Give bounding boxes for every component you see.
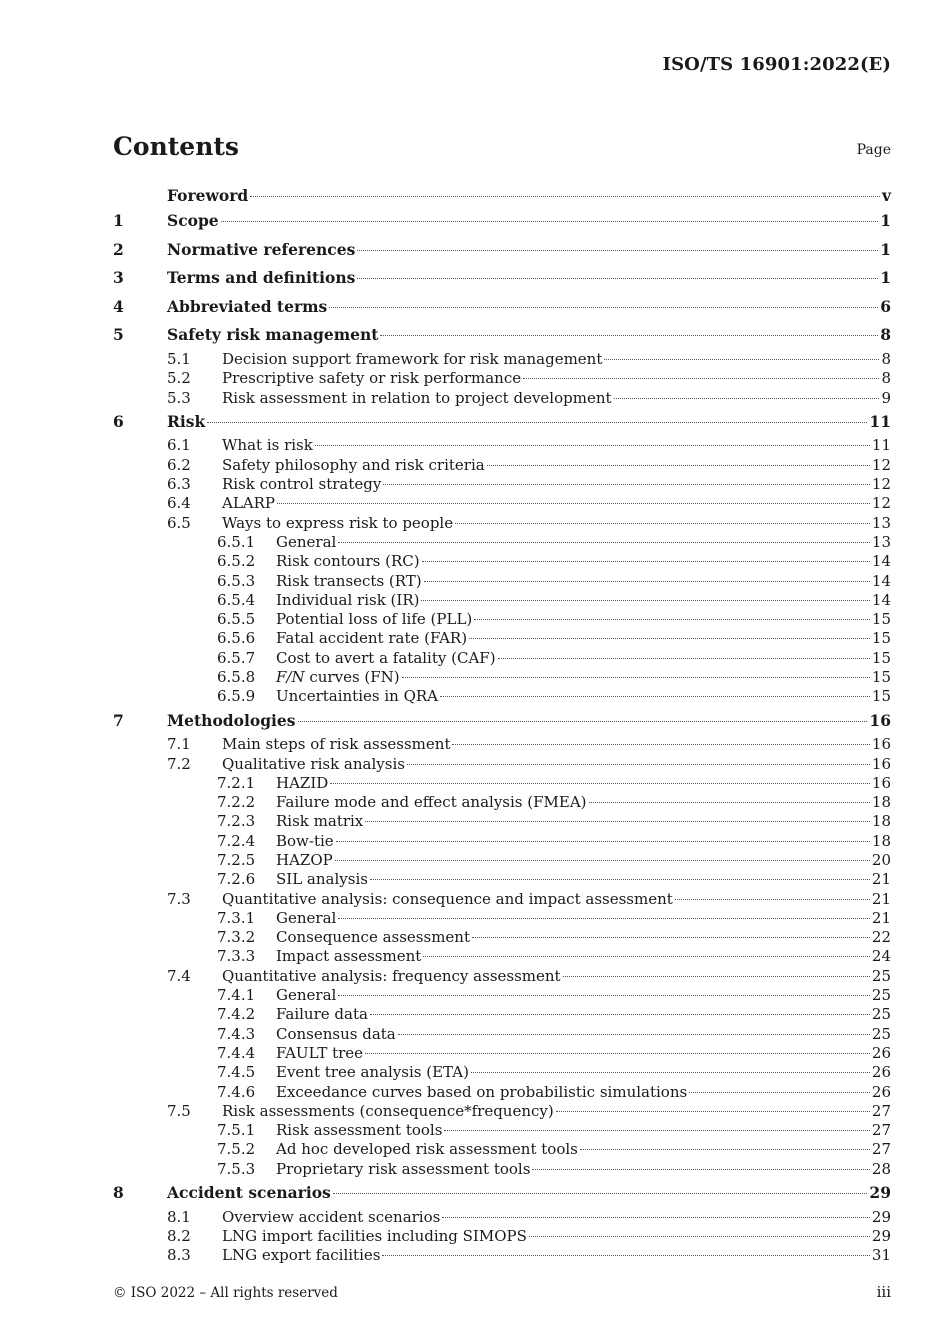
toc-entry[interactable] xyxy=(113,1179,891,1208)
toc-entry-page: 29 xyxy=(871,1226,891,1245)
toc-entry[interactable] xyxy=(113,1005,891,1024)
toc-entry-page: 25 xyxy=(871,966,891,985)
toc-entry-page: 18 xyxy=(871,812,891,831)
toc-dot-leader xyxy=(472,936,870,938)
toc-entry-number: 6.1 xyxy=(167,436,191,455)
toc-entry[interactable] xyxy=(113,832,891,851)
toc-entry-title: Decision support framework for risk management xyxy=(222,349,603,368)
toc-entry[interactable] xyxy=(113,475,891,494)
toc-entry-number: 7.4.2 xyxy=(217,1005,256,1024)
toc-entry[interactable] xyxy=(113,870,891,889)
toc-entry-number: 7.5.3 xyxy=(217,1159,256,1178)
toc-entry-title: Safety risk management xyxy=(167,325,379,345)
toc-entry-number: 5.2 xyxy=(167,369,191,388)
toc-entry-number: 7.3 xyxy=(167,889,191,908)
toc-dot-leader xyxy=(333,1192,868,1194)
toc-entry-page: 21 xyxy=(871,870,891,889)
toc-dot-leader xyxy=(357,249,878,251)
toc-entry-page: 25 xyxy=(871,986,891,1005)
toc-entry-number: 6.5.6 xyxy=(217,629,256,648)
toc-entry-page: 28 xyxy=(871,1159,891,1178)
toc-entry-number: 6.5.5 xyxy=(217,610,256,629)
toc-entry[interactable] xyxy=(113,967,891,986)
toc-entry[interactable] xyxy=(113,185,891,207)
toc-entry[interactable] xyxy=(113,1102,891,1121)
toc-entry-number: 3 xyxy=(113,268,124,288)
toc-entry-number: 6.2 xyxy=(167,455,191,474)
toc-entry-page: 16 xyxy=(871,773,891,792)
toc-entry[interactable] xyxy=(113,947,891,966)
toc-entry-number: 5 xyxy=(113,325,124,345)
toc-entry-page: 12 xyxy=(871,475,891,494)
toc-entry-title: Risk contours (RC) xyxy=(276,552,420,571)
toc-dot-leader xyxy=(380,334,878,336)
toc-entry[interactable] xyxy=(113,436,891,455)
toc-entry-title: Impact assessment xyxy=(276,947,422,966)
toc-entry-page: 15 xyxy=(871,648,891,667)
toc-dot-leader xyxy=(452,743,869,745)
toc-entry-title: General xyxy=(276,986,337,1005)
toc-dot-leader xyxy=(336,840,870,842)
toc-entry-title: Prescriptive safety or risk performance xyxy=(222,369,522,388)
toc-entry-number: 7.3.2 xyxy=(217,928,256,947)
toc-dot-leader xyxy=(298,720,868,722)
toc-entry-title: Quantitative analysis: frequency assessment xyxy=(222,966,561,985)
toc-entry[interactable] xyxy=(113,514,891,533)
toc-entry[interactable] xyxy=(113,1044,891,1063)
toc-dot-leader xyxy=(365,1052,870,1054)
toc-entry-number: 7.5.1 xyxy=(217,1121,256,1140)
toc-entry-title: SIL analysis xyxy=(276,870,368,889)
toc-dot-leader xyxy=(250,195,880,197)
toc-entry-title: Risk assessment tools xyxy=(276,1121,443,1140)
toc-dot-leader xyxy=(370,1013,870,1015)
toc-dot-leader xyxy=(563,975,870,977)
toc-entry-title: Scope xyxy=(167,211,219,230)
toc-dot-leader xyxy=(604,358,879,360)
toc-entry[interactable] xyxy=(113,456,891,475)
toc-dot-leader xyxy=(442,1216,870,1218)
toc-entry-number: 8.3 xyxy=(167,1246,191,1265)
toc-dot-leader xyxy=(523,377,879,379)
toc-entry-number: 7.4 xyxy=(167,966,191,985)
toc-dot-leader xyxy=(440,695,870,697)
toc-entry-title-rest: curves (FN) xyxy=(304,668,400,687)
toc-entry-title: General xyxy=(276,532,337,551)
toc-entry[interactable] xyxy=(113,1083,891,1102)
toc-entry-page: 1 xyxy=(880,211,891,230)
toc-entry[interactable] xyxy=(113,928,891,947)
toc-dot-leader xyxy=(614,397,880,399)
toc-entry-page: 14 xyxy=(871,590,891,609)
toc-entry-title: Consequence assessment xyxy=(276,928,470,947)
toc-entry-page: 8 xyxy=(881,349,891,368)
toc-entry-number: 7.4.6 xyxy=(217,1082,256,1101)
toc-dot-leader xyxy=(277,502,870,504)
toc-entry-title: HAZID xyxy=(276,773,329,792)
toc-entry-page: 9 xyxy=(881,388,891,407)
toc-entry-title: Bow-tie xyxy=(276,831,334,850)
toc-entry-number: 6.5.9 xyxy=(217,687,256,706)
toc-entry-title: Foreword xyxy=(167,186,249,205)
toc-entry[interactable] xyxy=(113,389,891,408)
toc-entry-title: Event tree analysis (ETA) xyxy=(276,1063,469,1082)
toc-entry-page: 16 xyxy=(869,710,891,730)
toc-entry-title: Risk assessment in relation to project development xyxy=(222,388,612,407)
toc-entry-page: 27 xyxy=(871,1101,891,1120)
toc-entry-title: Uncertainties in QRA xyxy=(276,687,438,706)
toc-entry-page: 16 xyxy=(871,754,891,773)
toc-dot-leader xyxy=(338,541,870,543)
toc-dot-leader xyxy=(556,1110,870,1112)
toc-entry-page: 15 xyxy=(871,687,891,706)
toc-entry-page: 26 xyxy=(871,1063,891,1082)
toc-entry[interactable] xyxy=(113,321,891,350)
toc-entry-title: Risk control strategy xyxy=(222,475,382,494)
toc-entry-title: LNG import facilities including SIMOPS xyxy=(222,1226,527,1245)
toc-entry-number: 6.3 xyxy=(167,475,191,494)
toc-entry-number: 8.2 xyxy=(167,1226,191,1245)
toc-entry[interactable] xyxy=(113,668,891,687)
toc-dot-leader xyxy=(455,522,870,524)
toc-entry-page: 11 xyxy=(869,411,891,431)
toc-entry-page: 1 xyxy=(880,239,891,259)
toc-entry[interactable] xyxy=(113,572,891,591)
toc-entry[interactable] xyxy=(113,1063,891,1082)
toc-entry-title: Risk transects (RT) xyxy=(276,571,422,590)
toc-entry-page: 13 xyxy=(871,532,891,551)
toc-entry-number: 7.5 xyxy=(167,1101,191,1120)
toc-entry[interactable] xyxy=(113,494,891,513)
toc-entry[interactable] xyxy=(113,687,891,706)
toc-entry[interactable] xyxy=(113,851,891,870)
toc-entry-number: 7.2.2 xyxy=(217,793,256,812)
document-id: ISO/TS 16901:2022(E) xyxy=(662,54,891,75)
toc-entry-title: Main steps of risk assessment xyxy=(222,735,451,754)
toc-entry-number: 7.3.1 xyxy=(217,908,256,927)
toc-entry-title: Accident scenarios xyxy=(167,1183,331,1203)
toc-entry-number: 7.2.6 xyxy=(217,870,256,889)
toc-entry-page: 24 xyxy=(871,947,891,966)
toc-entry[interactable] xyxy=(113,1160,891,1179)
toc-entry-title: Abbreviated terms xyxy=(167,296,328,316)
toc-entry[interactable] xyxy=(113,986,891,1005)
toc-entry-page: 20 xyxy=(871,850,891,869)
toc-dot-leader xyxy=(532,1168,870,1170)
toc-entry-number: 2 xyxy=(113,239,124,259)
toc-entry-page: 15 xyxy=(871,610,891,629)
toc-entry[interactable] xyxy=(113,909,891,928)
toc-entry-number: 6.5.4 xyxy=(217,590,256,609)
toc-dot-leader xyxy=(469,637,870,639)
toc-entry-title: Normative references xyxy=(167,239,356,259)
toc-entry[interactable] xyxy=(113,707,891,736)
toc-entry-number: 7.3.3 xyxy=(217,947,256,966)
toc-entry[interactable] xyxy=(113,1140,891,1159)
toc-dot-leader xyxy=(424,580,870,582)
toc-dot-leader xyxy=(365,820,870,822)
toc-entry-number: 7.2.4 xyxy=(217,831,256,850)
toc-dot-leader xyxy=(589,801,870,803)
toc-dot-leader xyxy=(357,277,878,279)
toc-dot-leader xyxy=(221,220,879,222)
toc-entry-title: Proprietary risk assessment tools xyxy=(276,1159,531,1178)
toc-entry[interactable] xyxy=(113,264,891,293)
toc-dot-leader xyxy=(383,483,870,485)
toc-entry-number: 8 xyxy=(113,1183,124,1203)
toc-entry[interactable] xyxy=(113,629,891,648)
toc-entry-number: 7.4.1 xyxy=(217,986,256,1005)
toc-entry-number: 7.2 xyxy=(167,754,191,773)
toc-entry-title: Safety philosophy and risk criteria xyxy=(222,455,485,474)
toc-entry[interactable] xyxy=(113,533,891,552)
toc-entry-title: LNG export facilities xyxy=(222,1246,381,1265)
toc-entry-number: 7.2.1 xyxy=(217,773,256,792)
toc-dot-leader xyxy=(382,1254,869,1256)
toc-entry-title: Consensus data xyxy=(276,1024,396,1043)
toc-entry-number: 6 xyxy=(113,411,124,431)
toc-entry-title: General xyxy=(276,908,337,927)
toc-entry[interactable] xyxy=(113,408,891,437)
toc-entry-title: Methodologies xyxy=(167,710,296,730)
toc-entry-number: 7.4.4 xyxy=(217,1043,256,1062)
page-column-label: Page xyxy=(856,142,891,158)
toc-entry-page: 8 xyxy=(881,369,891,388)
toc-entry-title: Ad hoc developed risk assessment tools xyxy=(276,1140,578,1159)
toc-dot-leader xyxy=(474,618,870,620)
toc-dot-leader xyxy=(407,763,870,765)
toc-dot-leader xyxy=(422,560,870,562)
toc-entry-number: 5.1 xyxy=(167,349,191,368)
toc-entry-page: 27 xyxy=(871,1121,891,1140)
toc-entry-title: Failure data xyxy=(276,1005,368,1024)
toc-entry[interactable] xyxy=(113,236,891,265)
toc-entry-title: Individual risk (IR) xyxy=(276,590,420,609)
toc-entry-number: 6.5.2 xyxy=(217,552,256,571)
toc-dot-leader xyxy=(402,676,870,678)
toc-entry[interactable] xyxy=(113,293,891,322)
toc-dot-leader xyxy=(335,859,870,861)
toc-entry-number: 6.5.7 xyxy=(217,648,256,667)
toc-entry[interactable] xyxy=(113,1121,891,1140)
toc-dot-leader xyxy=(675,898,870,900)
toc-entry[interactable] xyxy=(113,649,891,668)
toc-dot-leader xyxy=(421,599,869,601)
toc-entry-page: 13 xyxy=(871,513,891,532)
toc-entry-page: 21 xyxy=(871,889,891,908)
toc-entry-page: 15 xyxy=(871,629,891,648)
toc-dot-leader xyxy=(444,1129,870,1131)
toc-dot-leader xyxy=(498,657,870,659)
toc-entry-page: 27 xyxy=(871,1140,891,1159)
toc-entry-number: 4 xyxy=(113,296,124,316)
toc-entry-page: 18 xyxy=(871,831,891,850)
toc-dot-leader xyxy=(338,994,870,996)
toc-dot-leader xyxy=(487,464,870,466)
toc-entry[interactable] xyxy=(113,755,891,774)
toc-entry-page: 8 xyxy=(880,325,891,345)
toc-dot-leader xyxy=(207,421,867,423)
toc-entry[interactable] xyxy=(113,890,891,909)
toc-entry[interactable] xyxy=(113,369,891,388)
toc-entry-number: 7.5.2 xyxy=(217,1140,256,1159)
toc-entry-page: 22 xyxy=(871,928,891,947)
toc-entry[interactable] xyxy=(113,793,891,812)
toc-entry-title: Risk assessments (consequence*frequency) xyxy=(222,1101,554,1120)
toc-entry-page: 31 xyxy=(871,1246,891,1265)
toc-entry-title: Fatal accident rate (FAR) xyxy=(276,629,468,648)
page-title: Contents xyxy=(113,132,240,161)
page-number: iii xyxy=(876,1283,891,1301)
toc-entry-title: Quantitative analysis: consequence and impact assessment xyxy=(222,889,673,908)
toc-entry-title: Overview accident scenarios xyxy=(222,1207,441,1226)
toc-entry-page: 14 xyxy=(871,571,891,590)
toc-entry-number: 5.3 xyxy=(167,388,191,407)
toc-entry-page: 21 xyxy=(871,908,891,927)
toc-entry-number: 6.4 xyxy=(167,494,191,513)
toc-dot-leader xyxy=(689,1091,870,1093)
toc-entry-title: Cost to avert a fatality (CAF) xyxy=(276,648,496,667)
toc-dot-leader xyxy=(580,1148,870,1150)
toc-entry-page: 1 xyxy=(880,268,891,288)
toc-entry-page: 29 xyxy=(871,1207,891,1226)
toc-entry-title: Risk xyxy=(167,411,206,431)
toc-entry[interactable] xyxy=(113,1227,891,1246)
toc-entry-title: HAZOP xyxy=(276,850,333,869)
toc-entry-number: 7.2.3 xyxy=(217,812,256,831)
toc-dot-leader xyxy=(329,306,878,308)
toc-dot-leader xyxy=(315,444,870,446)
toc-dot-leader xyxy=(423,955,870,957)
toc-entry-number: 1 xyxy=(113,211,124,230)
toc-entry-page: 26 xyxy=(871,1082,891,1101)
toc-dot-leader xyxy=(471,1071,870,1073)
toc-entry-page: 18 xyxy=(871,793,891,812)
toc-entry-title: Risk matrix xyxy=(276,812,364,831)
toc-entry-page: 15 xyxy=(871,668,891,687)
toc-dot-leader xyxy=(529,1235,870,1237)
toc-entry-title: Potential loss of life (PLL) xyxy=(276,610,473,629)
toc-entry-page: 25 xyxy=(871,1005,891,1024)
toc-entry-title: ALARP xyxy=(222,494,276,513)
toc-entry-page: 26 xyxy=(871,1043,891,1062)
table-of-contents xyxy=(113,185,891,1266)
toc-entry[interactable] xyxy=(113,1208,891,1227)
toc-entry[interactable] xyxy=(113,735,891,754)
toc-entry-title: Ways to express risk to people xyxy=(222,513,454,532)
toc-entry[interactable] xyxy=(113,1025,891,1044)
toc-entry-number: 7.4.3 xyxy=(217,1024,256,1043)
toc-entry-page: 12 xyxy=(871,494,891,513)
toc-entry-number: 6.5.1 xyxy=(217,532,256,551)
toc-entry[interactable] xyxy=(113,812,891,831)
toc-entry[interactable] xyxy=(113,1246,891,1265)
toc-dot-leader xyxy=(338,917,870,919)
toc-entry-title xyxy=(276,668,400,687)
toc-entry[interactable] xyxy=(113,610,891,629)
toc-entry[interactable] xyxy=(113,350,891,369)
toc-entry-page: v xyxy=(881,186,891,205)
toc-entry[interactable] xyxy=(113,552,891,571)
toc-entry[interactable] xyxy=(113,774,891,793)
toc-entry-number: 7.4.5 xyxy=(217,1063,256,1082)
toc-entry-page: 6 xyxy=(880,296,891,316)
toc-entry-title: Qualitative risk analysis xyxy=(222,754,405,773)
toc-entry-number: 6.5.8 xyxy=(217,668,256,687)
toc-entry-page: 11 xyxy=(871,436,891,455)
toc-dot-leader xyxy=(330,782,870,784)
toc-entry-title-italic: F/N xyxy=(276,668,305,687)
toc-dot-leader xyxy=(398,1033,870,1035)
toc-entry[interactable] xyxy=(113,591,891,610)
toc-entry-page: 16 xyxy=(871,735,891,754)
toc-entry-page: 14 xyxy=(871,552,891,571)
toc-entry-number: 6.5 xyxy=(167,513,191,532)
toc-entry-page: 25 xyxy=(871,1024,891,1043)
toc-entry-title: Exceedance curves based on probabilistic simulations xyxy=(276,1082,688,1101)
toc-entry-number: 7 xyxy=(113,710,124,730)
toc-entry-number: 8.1 xyxy=(167,1207,191,1226)
toc-entry-number: 7.1 xyxy=(167,735,191,754)
toc-entry-title: FAULT tree xyxy=(276,1043,364,1062)
toc-entry[interactable] xyxy=(113,207,891,236)
toc-entry-title: Terms and definitions xyxy=(167,268,356,288)
toc-entry-title: What is risk xyxy=(222,436,313,455)
toc-entry-number: 7.2.5 xyxy=(217,850,256,869)
copyright-notice: © ISO 2022 – All rights reserved xyxy=(113,1285,338,1301)
toc-entry-page: 12 xyxy=(871,455,891,474)
toc-entry-page: 29 xyxy=(869,1183,891,1203)
toc-entry-title: Failure mode and effect analysis (FMEA) xyxy=(276,793,587,812)
toc-entry-number: 6.5.3 xyxy=(217,571,256,590)
toc-dot-leader xyxy=(370,878,870,880)
